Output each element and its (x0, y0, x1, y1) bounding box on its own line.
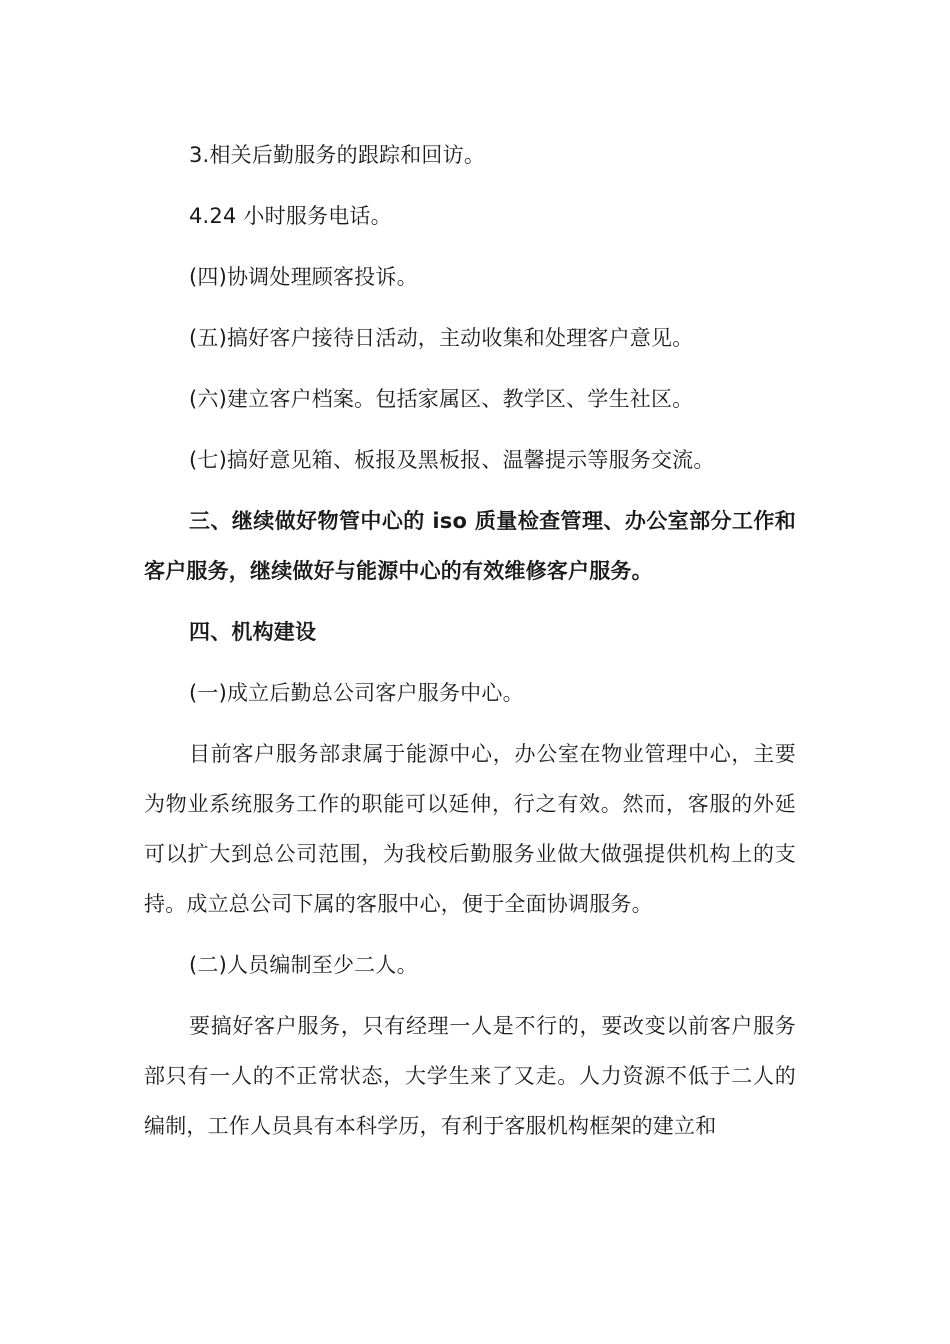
paragraph-followup: 3.相关后勤服务的跟踪和回访。 (189, 143, 486, 167)
heading-section-three: 三、继续做好物管中心的 iso 质量检查管理、办公室部分工作和客户服务，继续做好与能源中心的有效维修客户服务。 (144, 509, 796, 583)
paragraph-reception-day: (五)搞好客户接待日活动，主动收集和处理客户意见。 (189, 326, 694, 350)
paragraph-staffing-detail: 要搞好客户服务，只有经理一人是不行的，要改变以前客户服务部只有一人的不正常状态，大学生来了又走。人力资源不低于二人的编制，工作人员具有本科学历，有利于客服机构框架的建立和 (144, 1014, 796, 1138)
paragraph-hotline: 4.24 小时服务电话。 (189, 204, 392, 228)
paragraph-customer-files: (六)建立客户档案。包括家属区、教学区、学生社区。 (189, 387, 694, 411)
paragraph-complaints: (四)协调处理顾客投诉。 (189, 265, 418, 289)
paragraph-staffing: (二)人员编制至少二人。 (189, 953, 418, 977)
document-body (144, 130, 796, 1162)
paragraph-current-status: 目前客户服务部隶属于能源中心，办公室在物业管理中心，主要为物业系统服务工作的职能可以延伸，行之有效。然而，客服的外延可以扩大到总公司范围，为我校后勤服务业做大做强提供机构上的支持。成立总公司下属的客服中心，便于全面协调服务。 (144, 742, 796, 916)
paragraph-suggestion-box: (七)搞好意见箱、板报及黑板报、温馨提示等服务交流。 (189, 448, 715, 472)
heading-section-four: 四、机构建设 (189, 620, 317, 644)
paragraph-service-center: (一)成立后勤总公司客户服务中心。 (189, 681, 524, 705)
